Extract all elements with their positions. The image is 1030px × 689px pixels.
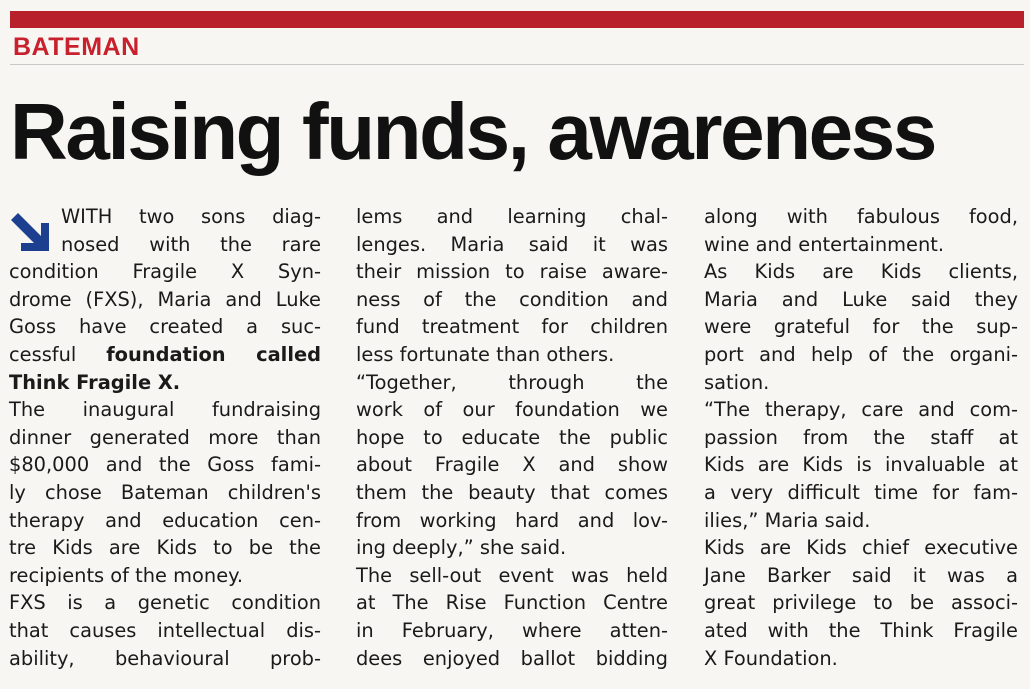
article-line: them the beauty that comes [356, 480, 668, 504]
article-line: $80,000 and the Goss fami- [9, 453, 321, 477]
article-line: were grateful for the sup- [704, 315, 1018, 339]
article-line: Maria and Luke said they [704, 287, 1018, 311]
article-line: drome (FXS), Maria and Luke [9, 287, 321, 311]
article-line: ly chose Bateman children's [9, 480, 321, 504]
article-line: Jane Barker said it was a [704, 563, 1018, 587]
article-line: fund treatment for children [356, 315, 668, 339]
article-line: along with fabulous food, [704, 205, 1018, 228]
article-line: X Foundation. [704, 646, 838, 670]
article-line: recipients of the money. [9, 563, 243, 587]
headline: Raising funds, awareness [10, 87, 935, 176]
article-line: ing deeply,” she said. [356, 536, 567, 560]
article-line: As Kids are Kids clients, [704, 260, 1018, 284]
article-line-emphasis: Think Fragile X. [9, 370, 181, 394]
article-line: work of our foundation we [356, 398, 668, 422]
article-line: dinner generated more than [9, 425, 321, 449]
article-line: sation. [704, 370, 770, 394]
article-line: a very difficult time for fam- [704, 480, 1018, 504]
article-line: at The Rise Function Centre [356, 591, 668, 615]
article-line: “The therapy, care and com- [704, 398, 1018, 422]
article-line: in February, where atten- [356, 618, 668, 642]
article-line: lems and learning chal- [356, 205, 668, 228]
article-line: tre Kids are Kids to be the [9, 536, 321, 560]
article-line: ated with the Think Fragile [704, 618, 1018, 642]
article-line: The sell-out event was held [356, 563, 668, 587]
section-divider [10, 64, 1024, 65]
section-label: BATEMAN [13, 33, 140, 61]
article-line: Goss have created a suc- [9, 315, 321, 339]
article-line: The inaugural fundraising [9, 398, 321, 422]
article-line: ilies,” Maria said. [704, 508, 871, 532]
article-line: “Together, through the [356, 370, 668, 394]
article-line: lenges. Maria said it was [356, 232, 668, 256]
article-column-3 [704, 203, 1018, 672]
emphasis-text: foundation called [106, 342, 321, 366]
article-line: therapy and education cen- [9, 508, 321, 532]
article-line: dees enjoyed ballot bidding [356, 646, 668, 670]
top-color-rule [10, 11, 1024, 28]
article-line: ness of the condition and [356, 287, 668, 311]
article-line: less fortunate than others. [356, 342, 615, 366]
article-line-text: cessful foundation called [9, 342, 321, 366]
article-line: from working hard and lov- [356, 508, 668, 532]
article-line: Kids are Kids is invaluable at [704, 453, 1018, 477]
article-line: their mission to raise aware- [356, 260, 668, 284]
article-line: port and help of the organi- [704, 342, 1018, 366]
article-line: ability, behavioural prob- [9, 646, 321, 670]
article-column-2 [356, 203, 668, 672]
article-line: nosed with the rare [61, 232, 321, 256]
article-line: wine and entertainment. [704, 232, 945, 256]
article-line: about Fragile X and show [356, 453, 668, 477]
article-line: great privilege to be associ- [704, 591, 1018, 615]
article-line: hope to educate the public [356, 425, 668, 449]
article-line: passion from the staff at [704, 425, 1018, 449]
article-line: WITH two sons diag- [61, 205, 321, 228]
article-line: FXS is a genetic condition [9, 591, 321, 615]
article-line: that causes intellectual dis- [9, 618, 321, 642]
article-line: condition Fragile X Syn- [9, 260, 321, 284]
article-column-1 [9, 203, 321, 672]
article-line-emphasis [9, 341, 321, 369]
article-line: Kids are Kids chief executive [704, 536, 1018, 560]
